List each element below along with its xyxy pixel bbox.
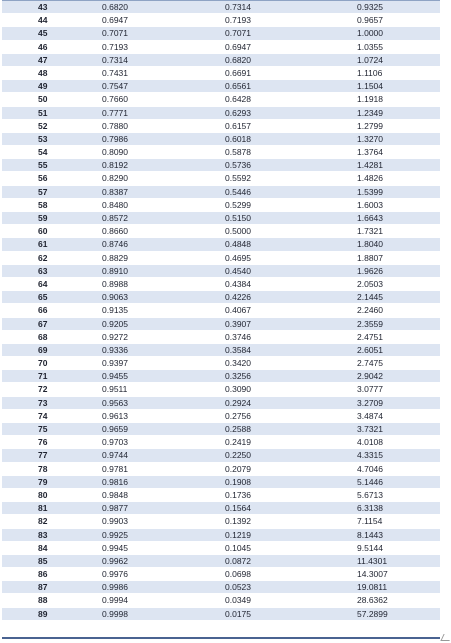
tangent-cell: 1.1504 [357,81,383,92]
tangent-cell: 1.1918 [357,94,383,105]
degree-cell: 57 [38,186,48,197]
table-row [2,344,440,357]
sine-cell: 0.9063 [102,292,128,303]
tangent-cell: 11.4301 [357,555,388,566]
table-row [2,291,440,304]
cosine-cell: 0.4384 [225,278,251,289]
degree-cell: 75 [38,424,48,434]
tangent-cell: 2.0503 [357,278,383,289]
tangent-cell: 7.1154 [357,516,383,527]
cosine-cell: 0.5592 [225,173,251,184]
sine-cell: 0.8829 [102,252,128,263]
degree-cell: 44 [38,15,48,26]
cosine-cell: 0.2588 [225,424,251,434]
table-row [2,107,440,120]
tangent-cell: 1.6003 [357,199,383,210]
degree-cell: 83 [38,529,48,540]
cosine-cell: 0.1736 [225,489,251,500]
table-row [2,568,440,581]
table-row [2,172,440,185]
table-row [2,331,440,344]
tangent-cell: 1.0000 [357,28,383,39]
tangent-cell: 1.2799 [357,120,383,131]
tangent-cell: 5.1446 [357,476,383,487]
table-row [2,238,440,251]
tangent-cell: 1.0355 [357,41,383,52]
cosine-cell: 0.7193 [225,15,251,26]
sine-cell: 0.8910 [102,265,128,276]
cosine-cell: 0.3420 [225,358,251,369]
table-row [2,146,440,159]
sine-cell: 0.8660 [102,226,128,237]
sine-cell: 0.7986 [102,133,128,144]
sine-cell: 0.7660 [102,94,128,105]
table-row [2,67,440,80]
cosine-cell: 0.6157 [225,120,251,131]
degree-cell: 85 [38,555,48,566]
cosine-cell: 0.5000 [225,226,251,237]
table-row [2,1,440,14]
tangent-cell: 1.4826 [357,173,383,184]
degree-cell: 70 [38,358,48,369]
table-row [2,225,440,238]
sine-cell: 0.9703 [102,437,128,448]
degree-cell: 74 [38,410,48,421]
sine-cell: 0.7771 [102,107,128,118]
cosine-cell: 0.6947 [225,41,251,52]
degree-cell: 79 [38,476,48,487]
table-row [2,93,440,106]
cosine-cell: 0.2079 [225,463,251,474]
cosine-cell: 0.1219 [225,529,251,540]
sine-cell: 0.9994 [102,595,128,606]
tangent-cell: 1.6643 [357,213,383,223]
degree-cell: 60 [38,226,48,237]
degree-cell: 63 [38,265,48,276]
degree-cell: 47 [38,54,48,65]
cosine-cell: 0.2756 [225,410,251,421]
sine-cell: 0.9816 [102,476,128,487]
table-row [2,304,440,317]
cosine-cell: 0.7314 [225,2,251,12]
degree-cell: 58 [38,199,48,210]
cosine-cell: 0.0698 [225,569,251,580]
cosine-cell: 0.6428 [225,94,251,105]
cosine-cell: 0.3256 [225,371,251,382]
cosine-cell: 0.4540 [225,265,251,276]
tangent-cell: 3.7321 [357,424,383,434]
degree-cell: 48 [38,67,48,78]
table-row [2,133,440,146]
degree-cell: 82 [38,516,48,527]
sine-cell: 0.6947 [102,15,128,26]
cosine-cell: 0.6293 [225,107,251,118]
cosine-cell: 0.3907 [225,318,251,329]
tangent-cell: 28.6362 [357,595,388,606]
sine-cell: 0.9877 [102,503,128,514]
tangent-cell: 2.1445 [357,292,383,303]
cosine-cell: 0.5878 [225,147,251,158]
table-row [2,212,440,225]
degree-cell: 46 [38,41,48,52]
degree-cell: 67 [38,318,48,329]
trig-table [2,0,440,639]
cosine-cell: 0.4695 [225,252,251,263]
degree-cell: 76 [38,437,48,448]
tangent-cell: 14.3007 [357,569,388,580]
cosine-cell: 0.1908 [225,476,251,487]
table-row [2,529,440,542]
cosine-cell: 0.0175 [225,608,251,619]
tangent-cell: 4.0108 [357,437,383,448]
sine-cell: 0.7431 [102,67,128,78]
tangent-cell: 3.4874 [357,410,383,421]
tangent-cell: 3.0777 [357,384,383,395]
degree-cell: 59 [38,213,48,223]
table-row [2,436,440,449]
degree-cell: 54 [38,147,48,158]
cosine-cell: 0.6820 [225,54,251,65]
sine-cell: 0.9848 [102,489,128,500]
cosine-cell: 0.3746 [225,331,251,342]
degree-cell: 88 [38,595,48,606]
table-row [2,542,440,555]
table-row [2,463,440,476]
degree-cell: 69 [38,344,48,355]
table-row [2,80,440,93]
table-row [2,370,440,383]
table-row [2,423,440,436]
cosine-cell: 0.6691 [225,67,251,78]
table-row [2,318,440,331]
tangent-cell: 1.7321 [357,226,383,237]
table-row [2,54,440,67]
cosine-cell: 0.1045 [225,542,251,553]
tangent-cell: 4.3315 [357,450,383,461]
degree-cell: 51 [38,107,48,118]
degree-cell: 52 [38,120,48,131]
sine-cell: 0.7193 [102,41,128,52]
degree-cell: 45 [38,28,48,39]
degree-cell: 89 [38,608,48,619]
tangent-cell: 4.7046 [357,463,383,474]
table-row [2,265,440,278]
table-row [2,357,440,370]
cosine-cell: 0.4067 [225,305,251,316]
cosine-cell: 0.3584 [225,344,251,355]
tangent-cell: 19.0811 [357,582,388,593]
sine-cell: 0.9563 [102,397,128,408]
sine-cell: 0.9613 [102,410,128,421]
table-row [2,397,440,410]
tangent-cell: 6.3138 [357,503,383,514]
sine-cell: 0.9976 [102,569,128,580]
degree-cell: 53 [38,133,48,144]
table-row [2,502,440,515]
cosine-cell: 0.1392 [225,516,251,527]
table-row [2,476,440,489]
degree-cell: 65 [38,292,48,303]
cosine-cell: 0.0349 [225,595,251,606]
tangent-cell: 1.8040 [357,239,383,250]
tangent-cell: 9.5144 [357,542,383,553]
degree-cell: 62 [38,252,48,263]
table-row [2,410,440,423]
sine-cell: 0.9945 [102,542,128,553]
cosine-cell: 0.6561 [225,81,251,92]
degree-cell: 68 [38,331,48,342]
degree-cell: 72 [38,384,48,395]
degree-cell: 73 [38,397,48,408]
table-row [2,555,440,568]
table-row [2,159,440,172]
tangent-cell: 1.4281 [357,160,383,171]
degree-cell: 64 [38,278,48,289]
degree-cell: 78 [38,463,48,474]
tangent-cell: 57.2899 [357,608,388,619]
table-row [2,581,440,594]
tangent-cell: 2.6051 [357,344,383,355]
degree-cell: 80 [38,489,48,500]
tangent-cell: 1.8807 [357,252,383,263]
sine-cell: 0.9962 [102,555,128,566]
cosine-cell: 0.2419 [225,437,251,448]
tangent-cell: 1.3764 [357,147,383,158]
cosine-cell: 0.0523 [225,582,251,593]
cosine-cell: 0.1564 [225,503,251,514]
table-row [2,515,440,528]
cosine-cell: 0.2250 [225,450,251,461]
degree-cell: 71 [38,371,48,382]
degree-cell: 56 [38,173,48,184]
tangent-cell: 0.9657 [357,15,383,26]
cosine-cell: 0.4848 [225,239,251,250]
tangent-cell: 2.7475 [357,358,383,369]
tangent-cell: 0.9325 [357,2,383,12]
sine-cell: 0.7880 [102,120,128,131]
degree-cell: 55 [38,160,48,171]
tangent-cell: 1.1106 [357,67,383,78]
cosine-cell: 0.0872 [225,555,251,566]
sine-cell: 0.9336 [102,344,128,355]
table-row [2,278,440,291]
sine-cell: 0.9903 [102,516,128,527]
sine-cell: 0.9659 [102,424,128,434]
tangent-cell: 1.2349 [357,107,383,118]
sine-cell: 0.8572 [102,213,128,223]
cosine-cell: 0.6018 [225,133,251,144]
degree-cell: 87 [38,582,48,593]
tangent-cell: 1.0724 [357,54,383,65]
degree-cell: 49 [38,81,48,92]
cosine-cell: 0.5299 [225,199,251,210]
sine-cell: 0.8387 [102,186,128,197]
sine-cell: 0.9998 [102,608,128,619]
cosine-cell: 0.5446 [225,186,251,197]
table-row [2,27,440,40]
table-row [2,120,440,133]
tangent-cell: 2.2460 [357,305,383,316]
tangent-cell: 8.1443 [357,529,383,540]
sine-cell: 0.7314 [102,54,128,65]
sine-cell: 0.9205 [102,318,128,329]
degree-cell: 50 [38,94,48,105]
degree-cell: 84 [38,542,48,553]
cosine-cell: 0.7071 [225,28,251,39]
sine-cell: 0.9455 [102,371,128,382]
tangent-cell: 2.3559 [357,318,383,329]
table-row [2,199,440,212]
degree-cell: 61 [38,239,48,250]
table-row [2,594,440,607]
sine-cell: 0.8192 [102,160,128,171]
cosine-cell: 0.4226 [225,292,251,303]
tangent-cell: 5.6713 [357,489,383,500]
cosine-cell: 0.5736 [225,160,251,171]
tangent-cell: 2.4751 [357,331,383,342]
sine-cell: 0.9744 [102,450,128,461]
degree-cell: 66 [38,305,48,316]
table-row [2,489,440,502]
sine-cell: 0.9397 [102,358,128,369]
cosine-cell: 0.5150 [225,213,251,223]
degree-cell: 43 [38,2,48,12]
sine-cell: 0.6820 [102,2,128,12]
tangent-cell: 1.5399 [357,186,383,197]
table-row [2,252,440,265]
sine-cell: 0.9925 [102,529,128,540]
sine-cell: 0.8090 [102,147,128,158]
sine-cell: 0.9986 [102,582,128,593]
sine-cell: 0.7547 [102,81,128,92]
cosine-cell: 0.3090 [225,384,251,395]
table-row [2,186,440,199]
sine-cell: 0.8480 [102,199,128,210]
cosine-cell: 0.2924 [225,397,251,408]
tangent-cell: 1.3270 [357,133,383,144]
table-row [2,41,440,54]
sine-cell: 0.8988 [102,278,128,289]
tangent-cell: 3.2709 [357,397,383,408]
sine-cell: 0.9135 [102,305,128,316]
table-row [2,14,440,27]
degree-cell: 77 [38,450,48,461]
table-row [2,383,440,396]
tangent-cell: 1.9626 [357,265,383,276]
table-row [2,449,440,462]
degree-cell: 86 [38,569,48,580]
table-row [2,608,440,621]
sine-cell: 0.9272 [102,331,128,342]
sine-cell: 0.8290 [102,173,128,184]
degree-cell: 81 [38,503,48,514]
sine-cell: 0.8746 [102,239,128,250]
tangent-cell: 2.9042 [357,371,383,382]
page-corner-mark [440,634,451,641]
sine-cell: 0.9511 [102,384,128,395]
sine-cell: 0.9781 [102,463,128,474]
sine-cell: 0.7071 [102,28,128,39]
